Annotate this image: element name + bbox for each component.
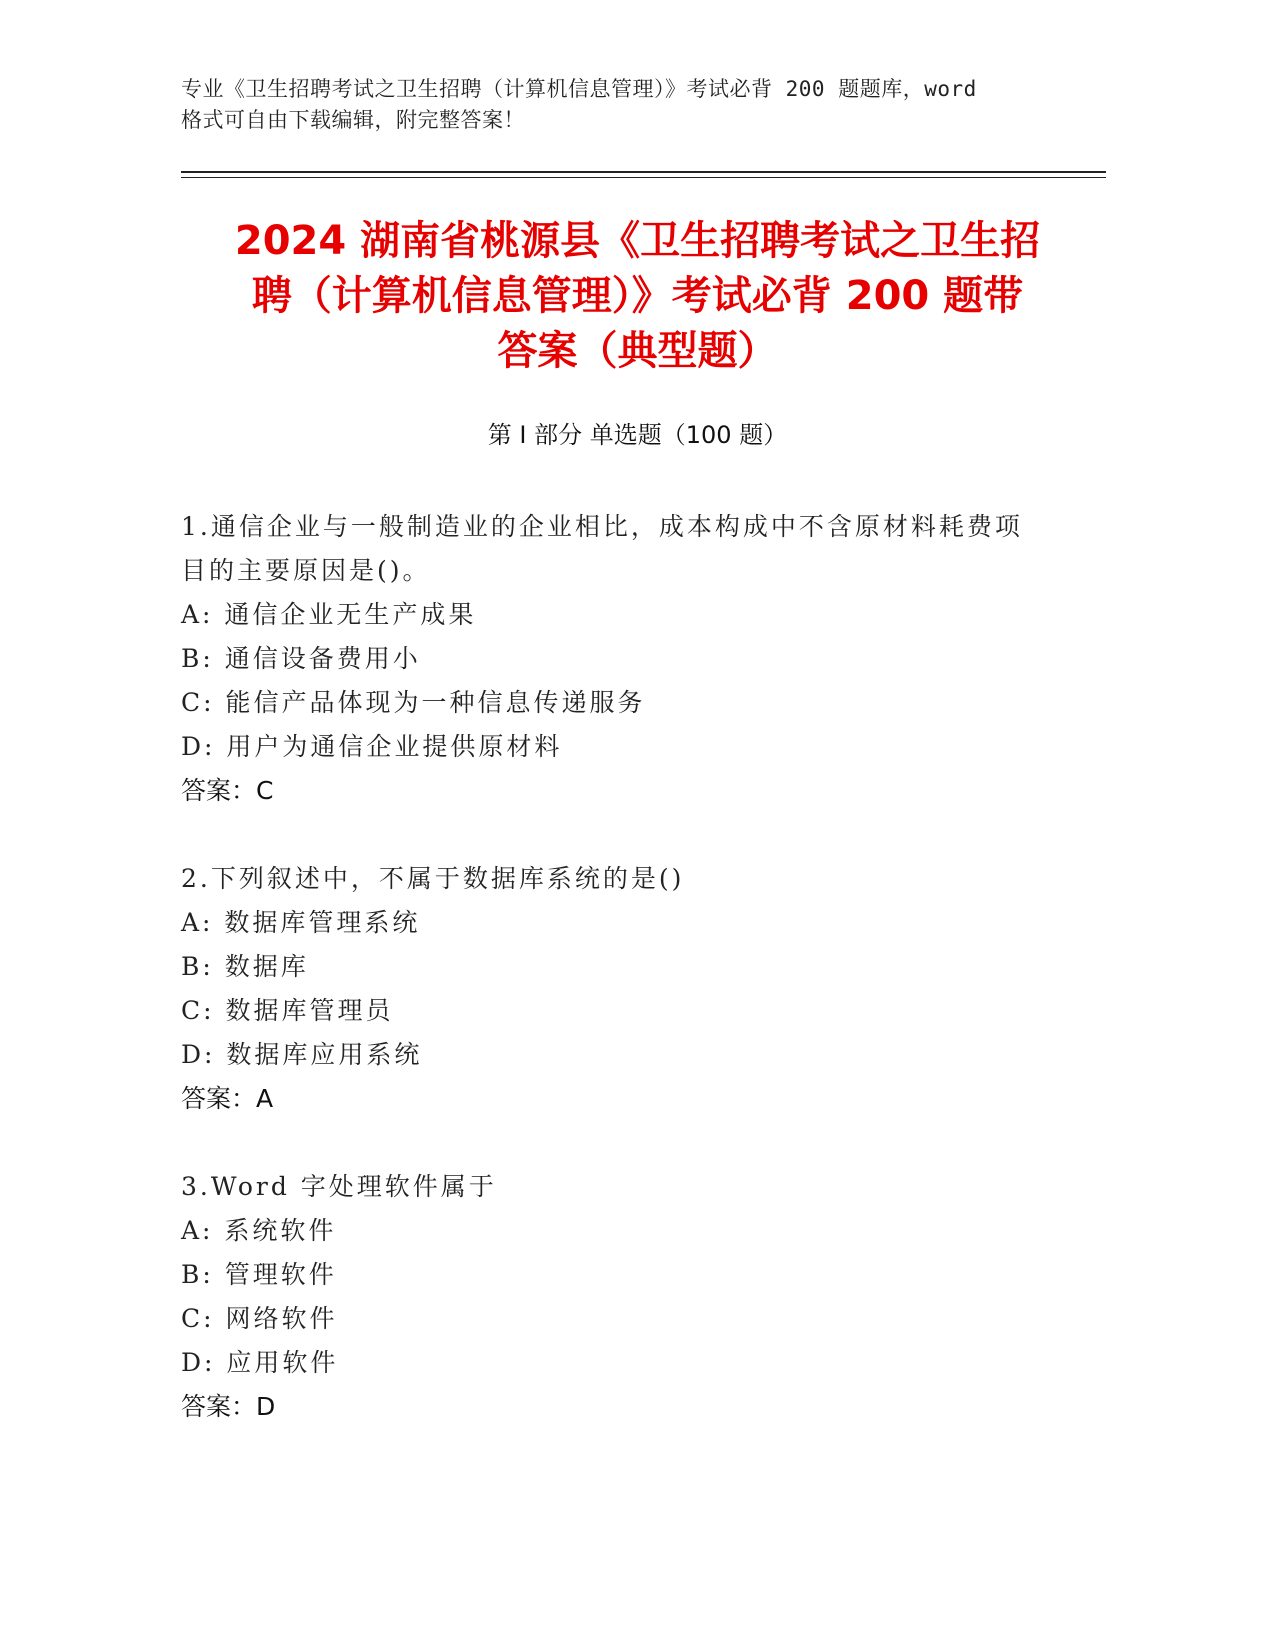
question-stem: 1.通信企业与一般制造业的企业相比，成本构成中不含原材料耗费项 bbox=[181, 512, 1023, 541]
header-divider-thin bbox=[181, 177, 1106, 178]
question-stem: 2.下列叙述中，不属于数据库系统的是() bbox=[181, 864, 685, 893]
document-title-line-3: 答案（典型题） bbox=[497, 328, 778, 374]
question-list bbox=[181, 505, 1041, 1473]
question-2 bbox=[181, 857, 1041, 1121]
answer: 答案：D bbox=[181, 1392, 276, 1421]
answer: 答案：A bbox=[181, 1084, 274, 1113]
option-a: A: 数据库管理系统 bbox=[181, 908, 421, 937]
option-d: D: 用户为通信企业提供原材料 bbox=[181, 732, 563, 761]
question-1 bbox=[181, 505, 1041, 813]
question-3 bbox=[181, 1165, 1041, 1429]
question-stem-continued: 目的主要原因是()。 bbox=[181, 556, 431, 585]
section-title: 第 I 部分 单选题（100 题） bbox=[487, 421, 788, 449]
option-c: C: 数据库管理员 bbox=[181, 996, 394, 1025]
option-a: A: 通信企业无生产成果 bbox=[181, 600, 477, 629]
option-b: B: 管理软件 bbox=[181, 1260, 337, 1289]
option-c: C: 网络软件 bbox=[181, 1304, 338, 1333]
header-note-line-2: 格式可自由下载编辑，附完整答案！ bbox=[181, 108, 525, 132]
option-d: D: 数据库应用系统 bbox=[181, 1040, 423, 1069]
option-b: B: 数据库 bbox=[181, 952, 309, 981]
option-b: B: 通信设备费用小 bbox=[181, 644, 421, 673]
header-divider-thick bbox=[181, 171, 1106, 173]
option-d: D: 应用软件 bbox=[181, 1348, 339, 1377]
question-stem: 3.Word 字处理软件属于 bbox=[181, 1172, 497, 1201]
answer: 答案：C bbox=[181, 776, 274, 805]
document-title-line-1: 2024 湖南省桃源县《卫生招聘考试之卫生招 bbox=[234, 218, 1041, 264]
document-title bbox=[160, 214, 1115, 379]
document-title-line-2: 聘（计算机信息管理）》考试必背 200 题带 bbox=[251, 273, 1024, 319]
header-note bbox=[181, 74, 1081, 136]
header-note-line-1: 专业《卫生招聘考试之卫生招聘（计算机信息管理）》考试必背 200 题题库，word bbox=[181, 77, 977, 101]
option-c: C: 能信产品体现为一种信息传递服务 bbox=[181, 688, 646, 717]
option-a: A: 系统软件 bbox=[181, 1216, 337, 1245]
